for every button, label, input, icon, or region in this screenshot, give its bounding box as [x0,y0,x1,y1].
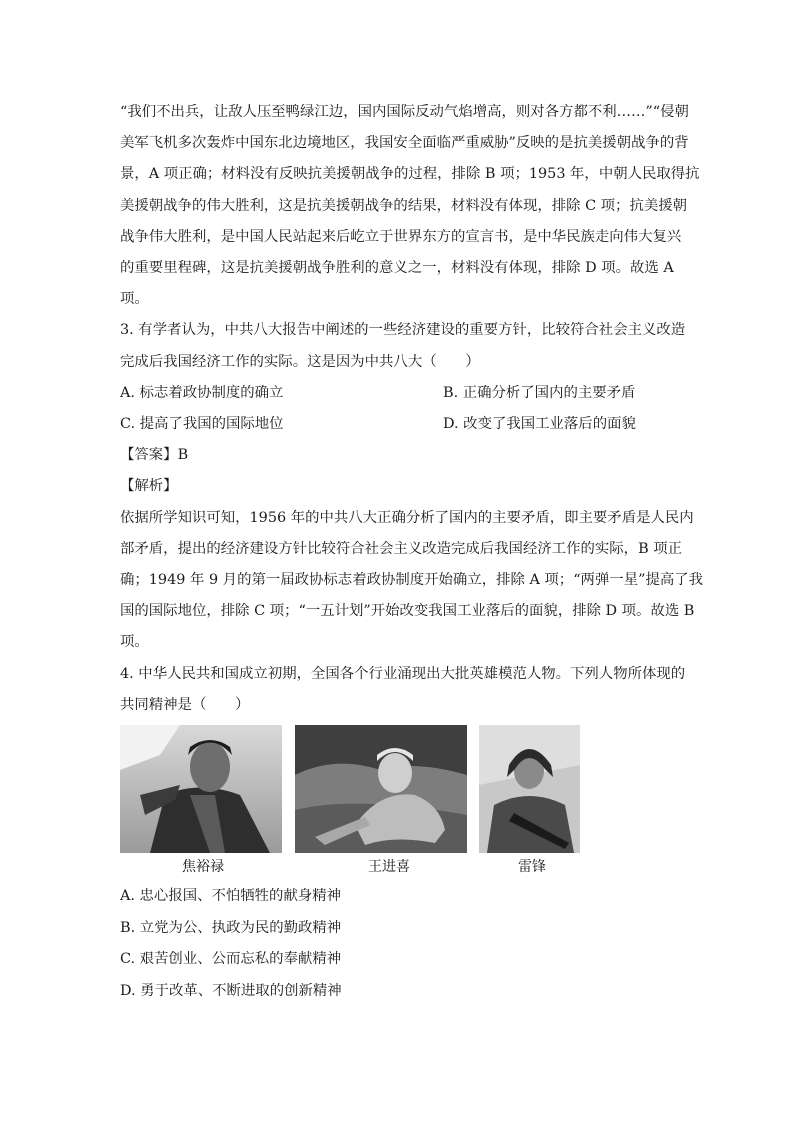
text-line: “我们不出兵，让敌人压至鸭绿江边，国内国际反动气焰增高，则对各方都不利……”“侵朝 [120,104,689,120]
question-3 [120,315,704,658]
question-3-options [120,378,676,440]
analysis-heading: 【解析】 [120,478,178,495]
photo-caption: 焦裕禄 [182,859,224,876]
document-page [120,97,704,1007]
text-line: 的重要里程碑，这是抗美援朝战争胜利的意义之一，材料没有体现，排除 D 项。故选 A [120,260,674,277]
text-line: 美援朝战争的伟大胜利，这是抗美援朝战争的结果，材料没有体现，排除 C 项；抗美援朝 [120,197,688,214]
option-b: B. 正确分析了国内的主要矛盾 [443,384,636,401]
analysis-line: 部矛盾，提出的经济建设方针比较符合社会主义改造完成后我国经济工作的实际，B 项正 [120,540,682,557]
answer-label: 【答案】B [120,447,189,464]
photo-jiao-yulu [120,725,282,853]
option-b: B. 立党为公、执政为民的勤政精神 [120,919,342,936]
analysis-line: 确；1949 年 9 月的第一届政协标志着政协制度开始确立，排除 A 项；“两弹一星”提高了我 [120,572,704,589]
analysis-line: 国的国际地位，排除 C 项；“一五计划”开始改变我国工业落后的面貌，排除 D 项。故选 B [120,603,695,620]
photo-caption: 雷锋 [518,859,546,876]
question-stem: 3. 有学者认为，中共八大报告中阐述的一些经济建设的重要方针，比较符合社会主义改造 [120,322,686,339]
question-4 [120,659,686,1007]
previous-analysis [120,97,700,315]
photo-wang-jinxi [295,725,467,853]
option-d: D. 改变了我国工业落后的面貌 [443,416,636,433]
option-a: A. 忠心报国、不怕牺牲的献身精神 [120,888,342,905]
analysis-line: 依据所学知识可知，1956 年的中共八大正确分析了国内的主要矛盾，即主要矛盾是人民内 [120,509,694,526]
option-d: D. 勇于改革、不断进取的创新精神 [120,982,342,999]
question-stem: 完成后我国经济工作的实际。这是因为中共八大（ ） [120,353,480,370]
photo-caption: 王进喜 [368,859,410,876]
text-line: 项。 [120,291,149,308]
option-c: C. 提高了我国的国际地位 [120,416,284,433]
analysis-line: 项。 [120,634,149,651]
question-stem: 共同精神是（ ） [120,696,250,713]
option-a: A. 标志着政协制度的确立 [120,384,284,401]
option-c: C. 艰苦创业、公而忘私的奉献精神 [120,951,342,968]
photo-lei-feng [479,725,580,853]
text-line: 美军飞机多次轰炸中国东北边境地区，我国安全面临严重威胁”反映的是抗美援朝战争的背 [120,135,689,152]
hero-photos [120,725,676,881]
text-line: 景，A 项正确；材料没有反映抗美援朝战争的过程，排除 B 项；1953 年，中朝人民取得抗 [120,166,700,183]
question-4-options [120,881,676,1007]
text-line: 战争伟大胜利，是中国人民站起来后屹立于世界东方的宣言书，是中华民族走向伟大复兴 [120,228,682,245]
question-stem: 4. 中华人民共和国成立初期，全国各个行业涌现出大批英雄模范人物。下列人物所体现的 [120,665,686,682]
